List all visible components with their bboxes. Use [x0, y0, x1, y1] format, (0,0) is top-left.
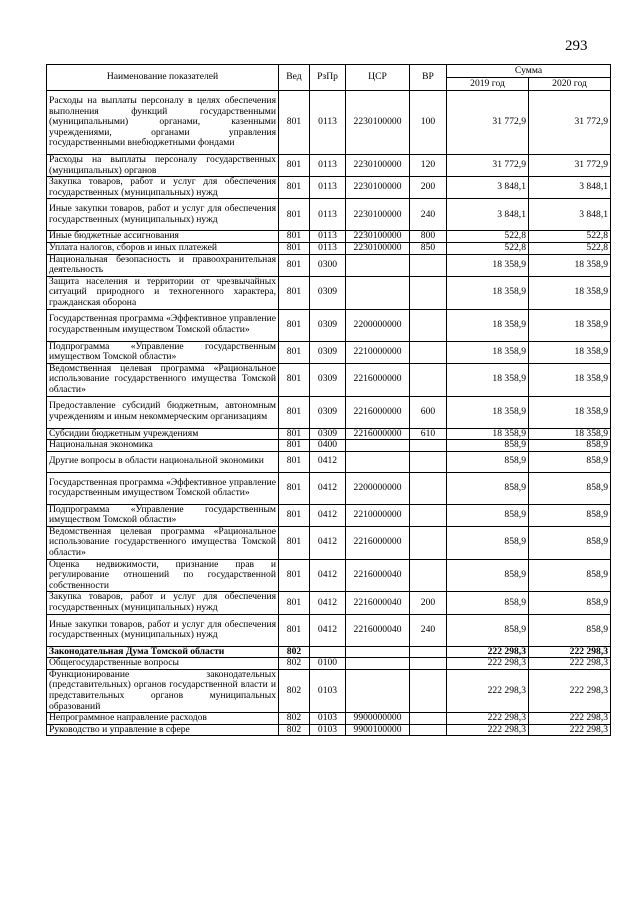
- row-csr: 2230100000: [346, 231, 410, 243]
- row-vr: [410, 309, 447, 341]
- row-csr: 9900100000: [346, 724, 410, 736]
- row-csr: 2230100000: [346, 199, 410, 231]
- row-sum-2019: 858,9: [447, 504, 529, 526]
- row-name: Государственная программа «Эффективное управление государственным имуществом Томской области»: [47, 309, 279, 341]
- row-sum-2020: 858,9: [529, 526, 611, 559]
- table-row: [47, 242, 611, 254]
- row-sum-2019: 18 358,9: [447, 363, 529, 396]
- row-ved: 801: [279, 428, 310, 440]
- row-vr: [410, 504, 447, 526]
- row-sum-2020: 18 358,9: [529, 428, 611, 440]
- table-row: [47, 451, 611, 472]
- row-ved: 801: [279, 199, 310, 231]
- row-name: Оценка недвижимости, признание прав и регулирование отношений по государственной собственности: [47, 559, 279, 592]
- row-sum-2019: 18 358,9: [447, 254, 529, 276]
- row-sum-2020: 222 298,3: [529, 658, 611, 670]
- row-vr: [410, 472, 447, 504]
- row-name: Подпрограмма «Управление государственным имуществом Томской области»: [47, 341, 279, 363]
- row-csr: 2216000000: [346, 363, 410, 396]
- row-rzpr: 0412: [310, 526, 346, 559]
- row-name: Иные закупки товаров, работ и услуг для обеспечения государственных (муниципальных) нужд: [47, 199, 279, 231]
- row-rzpr: 0309: [310, 428, 346, 440]
- row-csr: 2216000040: [346, 614, 410, 646]
- row-name: Законодательная Дума Томской области: [47, 646, 279, 658]
- row-csr: 2230100000: [346, 242, 410, 254]
- row-sum-2020: 31 772,9: [529, 155, 611, 177]
- row-vr: [410, 341, 447, 363]
- row-name: Непрограммное направление расходов: [47, 713, 279, 725]
- row-rzpr: 0113: [310, 177, 346, 199]
- row-name: Иные закупки товаров, работ и услуг для обеспечения государственных (муниципальных) нужд: [47, 614, 279, 646]
- row-ved: 801: [279, 254, 310, 276]
- row-sum-2020: 18 358,9: [529, 396, 611, 428]
- row-sum-2019: 31 772,9: [447, 155, 529, 177]
- row-name: Расходы на выплаты персоналу государственных (муниципальных) органов: [47, 155, 279, 177]
- row-ved: 801: [279, 472, 310, 504]
- row-csr: 2230100000: [346, 91, 410, 155]
- row-sum-2019: 858,9: [447, 451, 529, 472]
- row-csr: 2216000000: [346, 396, 410, 428]
- row-rzpr: 0412: [310, 504, 346, 526]
- row-ved: 801: [279, 504, 310, 526]
- row-rzpr: 0309: [310, 396, 346, 428]
- row-sum-2019: 858,9: [447, 592, 529, 614]
- table-row: [47, 276, 611, 309]
- table-row: [47, 472, 611, 504]
- row-sum-2019: 18 358,9: [447, 276, 529, 309]
- row-name: Национальная безопасность и правоохранительная деятельность: [47, 254, 279, 276]
- row-sum-2019: 222 298,3: [447, 646, 529, 658]
- row-ved: 802: [279, 658, 310, 670]
- row-ved: 801: [279, 526, 310, 559]
- row-name: Закупка товаров, работ и услуг для обеспечения государственных (муниципальных) нужд: [47, 592, 279, 614]
- row-csr: [346, 254, 410, 276]
- row-sum-2019: 222 298,3: [447, 713, 529, 725]
- row-name: Национальная экономика: [47, 440, 279, 452]
- row-rzpr: 0100: [310, 658, 346, 670]
- table-row: [47, 669, 611, 712]
- table-body: [47, 91, 611, 736]
- row-name: Расходы на выплаты персоналу в целях обеспечения выполнения функций государственными (муниципальными) органами, казенными учреждениями, органами управления государственными внебюджетными фондами: [47, 91, 279, 155]
- header-csr: ЦСР: [346, 65, 410, 91]
- row-csr: 2200000000: [346, 472, 410, 504]
- row-csr: 2216000040: [346, 592, 410, 614]
- table-row: [47, 504, 611, 526]
- row-sum-2020: 222 298,3: [529, 669, 611, 712]
- row-vr: 800: [410, 231, 447, 243]
- row-ved: 802: [279, 669, 310, 712]
- row-csr: 2216000040: [346, 559, 410, 592]
- row-vr: 240: [410, 614, 447, 646]
- row-sum-2019: 858,9: [447, 472, 529, 504]
- row-rzpr: 0309: [310, 363, 346, 396]
- table-row: [47, 309, 611, 341]
- header-sum: Сумма: [447, 65, 611, 78]
- row-vr: [410, 254, 447, 276]
- row-vr: 600: [410, 396, 447, 428]
- row-ved: 801: [279, 309, 310, 341]
- row-csr: 2216000000: [346, 428, 410, 440]
- table-row: [47, 254, 611, 276]
- header-name: Наименование показателей: [47, 65, 279, 91]
- row-rzpr: 0412: [310, 614, 346, 646]
- row-rzpr: 0412: [310, 559, 346, 592]
- row-name: Государственная программа «Эффективное управление государственным имуществом Томской области»: [47, 472, 279, 504]
- row-csr: 2210000000: [346, 504, 410, 526]
- row-sum-2019: 522,8: [447, 231, 529, 243]
- budget-table: [46, 64, 611, 736]
- row-vr: [410, 451, 447, 472]
- table-row: [47, 713, 611, 725]
- row-rzpr: [310, 646, 346, 658]
- row-vr: [410, 669, 447, 712]
- table-row: [47, 614, 611, 646]
- page-number: 293: [565, 38, 588, 54]
- row-ved: 801: [279, 440, 310, 452]
- row-rzpr: 0309: [310, 341, 346, 363]
- row-ved: 801: [279, 341, 310, 363]
- row-csr: 9900000000: [346, 713, 410, 725]
- row-ved: 802: [279, 724, 310, 736]
- row-csr: [346, 451, 410, 472]
- row-name: Функционирование законодательных (представительных) органов государственной власти и представительных органов муниципальных образований: [47, 669, 279, 712]
- row-rzpr: 0103: [310, 669, 346, 712]
- row-rzpr: 0113: [310, 155, 346, 177]
- row-rzpr: 0113: [310, 242, 346, 254]
- row-sum-2020: 222 298,3: [529, 646, 611, 658]
- header-2020: 2020 год: [529, 78, 611, 91]
- row-ved: 801: [279, 242, 310, 254]
- table-row: [47, 526, 611, 559]
- row-ved: 801: [279, 177, 310, 199]
- row-sum-2020: 18 358,9: [529, 363, 611, 396]
- row-ved: 802: [279, 713, 310, 725]
- table-row: [47, 177, 611, 199]
- row-vr: [410, 713, 447, 725]
- table-row: [47, 646, 611, 658]
- row-csr: [346, 276, 410, 309]
- row-rzpr: 0113: [310, 91, 346, 155]
- row-name: Защита населения и территории от чрезвычайных ситуаций природного и техногенного характера, гражданская оборона: [47, 276, 279, 309]
- row-sum-2019: 858,9: [447, 440, 529, 452]
- row-sum-2019: 18 358,9: [447, 396, 529, 428]
- row-vr: [410, 276, 447, 309]
- row-sum-2019: 31 772,9: [447, 91, 529, 155]
- row-vr: 200: [410, 177, 447, 199]
- row-ved: 801: [279, 276, 310, 309]
- row-sum-2020: 18 358,9: [529, 254, 611, 276]
- row-sum-2019: 18 358,9: [447, 341, 529, 363]
- row-sum-2020: 3 848,1: [529, 177, 611, 199]
- row-vr: [410, 646, 447, 658]
- table-row: [47, 363, 611, 396]
- header-rzpr: РзПр: [310, 65, 346, 91]
- row-csr: 2230100000: [346, 177, 410, 199]
- row-name: Субсидии бюджетным учреждениям: [47, 428, 279, 440]
- row-sum-2019: 222 298,3: [447, 724, 529, 736]
- row-name: Закупка товаров, работ и услуг для обеспечения государственных (муниципальных) нужд: [47, 177, 279, 199]
- row-rzpr: 0113: [310, 199, 346, 231]
- row-vr: [410, 440, 447, 452]
- table-row: [47, 199, 611, 231]
- row-sum-2019: 3 848,1: [447, 199, 529, 231]
- row-sum-2020: 31 772,9: [529, 91, 611, 155]
- table-row: [47, 396, 611, 428]
- row-sum-2020: 858,9: [529, 614, 611, 646]
- row-sum-2019: 858,9: [447, 559, 529, 592]
- row-name: Иные бюджетные ассигнования: [47, 231, 279, 243]
- row-rzpr: 0309: [310, 309, 346, 341]
- row-vr: [410, 363, 447, 396]
- row-csr: [346, 658, 410, 670]
- row-csr: [346, 440, 410, 452]
- table-row: [47, 658, 611, 670]
- row-vr: 240: [410, 199, 447, 231]
- row-name: Предоставление субсидий бюджетным, автономным учреждениям и иным некоммерческим организациям: [47, 396, 279, 428]
- row-sum-2020: 858,9: [529, 472, 611, 504]
- row-vr: [410, 526, 447, 559]
- header-2019: 2019 год: [447, 78, 529, 91]
- row-sum-2019: 3 848,1: [447, 177, 529, 199]
- row-sum-2020: 222 298,3: [529, 713, 611, 725]
- row-sum-2020: 858,9: [529, 504, 611, 526]
- row-sum-2019: 522,8: [447, 242, 529, 254]
- row-csr: 2200000000: [346, 309, 410, 341]
- row-name: Ведомственная целевая программа «Рациональное использование государственного имущества Томской области»: [47, 526, 279, 559]
- row-sum-2020: 522,8: [529, 242, 611, 254]
- row-rzpr: 0412: [310, 472, 346, 504]
- row-name: Руководство и управление в сфере: [47, 724, 279, 736]
- table-row: [47, 341, 611, 363]
- row-rzpr: 0300: [310, 254, 346, 276]
- row-name: Подпрограмма «Управление государственным имуществом Томской области»: [47, 504, 279, 526]
- row-sum-2019: 222 298,3: [447, 669, 529, 712]
- row-vr: 100: [410, 91, 447, 155]
- row-sum-2020: 858,9: [529, 451, 611, 472]
- row-vr: 120: [410, 155, 447, 177]
- row-rzpr: 0400: [310, 440, 346, 452]
- row-csr: [346, 669, 410, 712]
- table-row: [47, 91, 611, 155]
- row-rzpr: 0103: [310, 724, 346, 736]
- table-row: [47, 592, 611, 614]
- row-name: Общегосударственные вопросы: [47, 658, 279, 670]
- table-row: [47, 231, 611, 243]
- row-ved: 801: [279, 614, 310, 646]
- table-row: [47, 428, 611, 440]
- table-row: [47, 155, 611, 177]
- table-row: [47, 559, 611, 592]
- header-vr: ВР: [410, 65, 447, 91]
- row-csr: 2216000000: [346, 526, 410, 559]
- row-sum-2020: 18 358,9: [529, 341, 611, 363]
- row-ved: 801: [279, 396, 310, 428]
- row-ved: 801: [279, 91, 310, 155]
- row-vr: [410, 559, 447, 592]
- row-ved: 801: [279, 559, 310, 592]
- row-sum-2019: 222 298,3: [447, 658, 529, 670]
- row-ved: 801: [279, 592, 310, 614]
- row-rzpr: 0412: [310, 451, 346, 472]
- row-vr: 200: [410, 592, 447, 614]
- row-name: Уплата налогов, сборов и иных платежей: [47, 242, 279, 254]
- row-sum-2020: 858,9: [529, 440, 611, 452]
- row-vr: [410, 658, 447, 670]
- row-ved: 801: [279, 231, 310, 243]
- row-ved: 801: [279, 363, 310, 396]
- row-sum-2020: 522,8: [529, 231, 611, 243]
- table-row: [47, 724, 611, 736]
- row-rzpr: 0309: [310, 276, 346, 309]
- row-csr: [346, 646, 410, 658]
- row-vr: [410, 724, 447, 736]
- row-name: Другие вопросы в области национальной экономики: [47, 451, 279, 472]
- row-sum-2019: 18 358,9: [447, 309, 529, 341]
- row-csr: 2210000000: [346, 341, 410, 363]
- row-sum-2020: 858,9: [529, 559, 611, 592]
- row-sum-2020: 222 298,3: [529, 724, 611, 736]
- row-sum-2020: 3 848,1: [529, 199, 611, 231]
- row-vr: 850: [410, 242, 447, 254]
- row-csr: 2230100000: [346, 155, 410, 177]
- row-rzpr: 0103: [310, 713, 346, 725]
- row-name: Ведомственная целевая программа «Рациональное использование государственного имущества Томской области»: [47, 363, 279, 396]
- row-ved: 802: [279, 646, 310, 658]
- row-ved: 801: [279, 155, 310, 177]
- row-sum-2020: 18 358,9: [529, 276, 611, 309]
- row-sum-2020: 858,9: [529, 592, 611, 614]
- row-sum-2020: 18 358,9: [529, 309, 611, 341]
- table-row: [47, 440, 611, 452]
- header-ved: Вед: [279, 65, 310, 91]
- row-vr: 610: [410, 428, 447, 440]
- row-rzpr: 0412: [310, 592, 346, 614]
- row-rzpr: 0113: [310, 231, 346, 243]
- row-ved: 801: [279, 451, 310, 472]
- row-sum-2019: 858,9: [447, 526, 529, 559]
- row-sum-2019: 858,9: [447, 614, 529, 646]
- row-sum-2019: 18 358,9: [447, 428, 529, 440]
